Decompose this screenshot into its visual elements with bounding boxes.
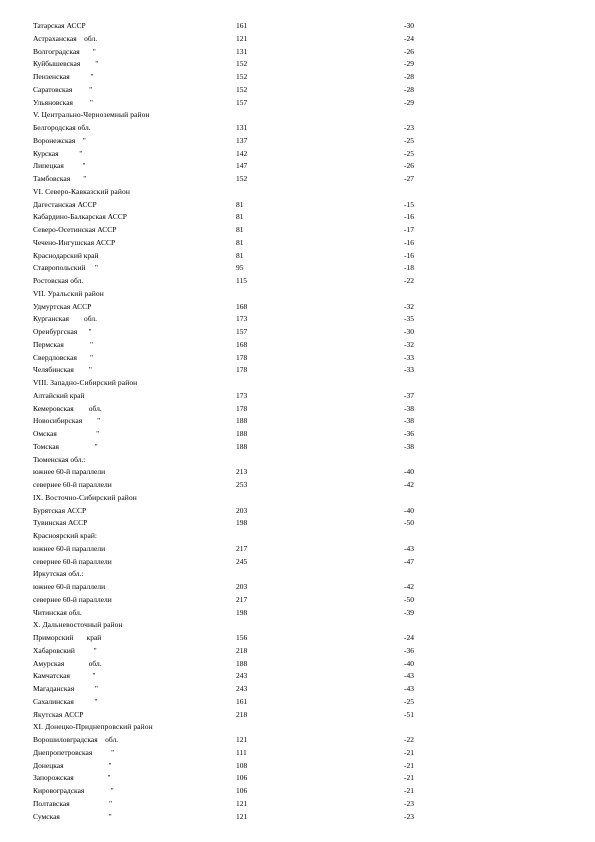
- table-row: [0, 657, 595, 670]
- region-name: Татарская АССР: [33, 21, 86, 30]
- temperature-cell: -29: [404, 59, 414, 69]
- temperature-cell: -15: [404, 199, 414, 209]
- value-cell: 81: [236, 250, 244, 260]
- region-name: Северо-Осетинская АССР: [33, 225, 117, 234]
- region-name: южнее 60-й параллели: [33, 582, 106, 591]
- region-name: Якутская АССР: [33, 709, 84, 719]
- temperature-cell: -38: [404, 441, 414, 451]
- table-row: [0, 440, 595, 453]
- table-row: [0, 363, 595, 376]
- region-name: Приморский край: [33, 633, 102, 642]
- temperature-cell: -24: [404, 633, 414, 642]
- region-name: севернее 60-й параллели: [33, 480, 112, 489]
- value-cell: 217: [236, 543, 248, 553]
- region-name: Днепропетровская ": [33, 747, 115, 757]
- temperature-cell: -16: [404, 237, 414, 247]
- section-heading-text: V. Центрально-Черноземный район: [33, 110, 150, 120]
- table-row: [0, 223, 595, 236]
- section-heading: [0, 618, 595, 631]
- table-row: [0, 96, 595, 109]
- region-name: южнее 60-й параллели: [33, 543, 106, 553]
- region-name: Ворошиловградская обл.: [33, 735, 119, 744]
- region-name: Амурская обл.: [33, 658, 102, 668]
- section-heading: [0, 491, 595, 504]
- value-cell: 131: [236, 123, 248, 132]
- region-name: Краснодарский край: [33, 250, 99, 260]
- table-row: [0, 567, 595, 580]
- temperature-cell: -42: [404, 480, 414, 489]
- temperature-cell: -27: [404, 174, 414, 183]
- value-cell: 95: [236, 263, 244, 273]
- value-cell: 253: [236, 480, 248, 489]
- table-row: [0, 236, 595, 249]
- region-name: Ставропольский ": [33, 263, 98, 273]
- table-row: [0, 695, 595, 708]
- value-cell: 243: [236, 684, 248, 693]
- value-cell: 173: [236, 390, 248, 400]
- value-cell: 218: [236, 709, 248, 719]
- table-row: [0, 338, 595, 351]
- table-row: [0, 529, 595, 542]
- value-cell: 121: [236, 735, 248, 744]
- value-cell: 217: [236, 594, 248, 604]
- table-row: [0, 580, 595, 593]
- value-cell: 81: [236, 199, 244, 209]
- table-row: [0, 325, 595, 338]
- temperature-cell: -39: [404, 607, 414, 617]
- value-cell: 157: [236, 327, 248, 336]
- temperature-cell: -23: [404, 123, 414, 132]
- table-row: [0, 606, 595, 619]
- temperature-cell: -18: [404, 263, 414, 273]
- temperature-cell: -21: [404, 773, 414, 783]
- region-name: Свердловская ": [33, 352, 94, 362]
- value-cell: 245: [236, 556, 248, 566]
- section-heading-text: X. Дальневосточный район: [33, 620, 123, 630]
- temperature-cell: -38: [404, 416, 414, 426]
- region-name: Сахалинская ": [33, 696, 98, 706]
- table-row: [0, 682, 595, 695]
- temperature-cell: -47: [404, 556, 414, 566]
- value-cell: 218: [236, 645, 248, 655]
- value-cell: 161: [236, 21, 248, 30]
- table-row: [0, 134, 595, 147]
- region-name: Белгородская обл.: [33, 123, 91, 132]
- region-name: Иркутская обл.:: [33, 569, 84, 579]
- table-row: [0, 733, 595, 746]
- table-row: [0, 810, 595, 823]
- value-cell: 115: [236, 276, 247, 285]
- temperature-cell: -38: [404, 403, 414, 413]
- temperature-cell: -36: [404, 429, 414, 438]
- section-heading: [0, 185, 595, 198]
- table-row: [0, 32, 595, 45]
- value-cell: 106: [236, 773, 248, 783]
- region-name: Магаданская ": [33, 684, 98, 693]
- section-heading: [0, 287, 595, 300]
- value-cell: 156: [236, 633, 248, 642]
- table-row: [0, 759, 595, 772]
- table-row: [0, 351, 595, 364]
- table-row: [0, 414, 595, 427]
- temperature-cell: -25: [404, 696, 414, 706]
- temperature-cell: -22: [404, 735, 414, 744]
- temperature-cell: -40: [404, 505, 414, 515]
- region-name: Чечено-Ингушская АССР: [33, 237, 116, 247]
- table-row: [0, 593, 595, 606]
- value-cell: 168: [236, 339, 248, 349]
- value-cell: 157: [236, 97, 248, 107]
- value-cell: 81: [236, 212, 244, 222]
- table-row: [0, 453, 595, 466]
- section-heading: [0, 376, 595, 389]
- value-cell: 161: [236, 696, 248, 706]
- region-name: Читинская обл.: [33, 607, 82, 617]
- region-name: Курганская обл.: [33, 314, 97, 324]
- region-name: Алтайский край: [33, 390, 85, 400]
- section-heading: [0, 720, 595, 733]
- value-cell: 243: [236, 671, 248, 681]
- value-cell: 81: [236, 237, 244, 247]
- temperature-cell: -23: [404, 811, 414, 821]
- temperature-cell: -43: [404, 671, 414, 681]
- table-row: [0, 644, 595, 657]
- section-heading-text: VI. Северо-Кавказский район: [33, 186, 130, 196]
- table-row: [0, 402, 595, 415]
- table-row: [0, 478, 595, 491]
- temperature-cell: -30: [404, 21, 414, 30]
- region-name: Хабаровский ": [33, 645, 97, 655]
- table-row: [0, 504, 595, 517]
- temperature-cell: -21: [404, 786, 414, 795]
- table-row: [0, 542, 595, 555]
- value-cell: 203: [236, 505, 248, 515]
- temperature-cell: -43: [404, 543, 414, 553]
- value-cell: 168: [236, 301, 248, 311]
- temperature-cell: -21: [404, 760, 414, 770]
- value-cell: 188: [236, 441, 248, 451]
- temperature-cell: -40: [404, 467, 414, 477]
- region-name: Томская ": [33, 441, 98, 451]
- table-row: [0, 312, 595, 325]
- temperature-cell: -16: [404, 212, 414, 222]
- region-name: Камчатская ": [33, 671, 96, 681]
- table-row: [0, 261, 595, 274]
- table-row: [0, 19, 595, 32]
- table-row: [0, 465, 595, 478]
- temperature-cell: -36: [404, 645, 414, 655]
- region-name: Бурятская АССР: [33, 505, 87, 515]
- table-row: [0, 708, 595, 721]
- region-name: Донецкая ": [33, 760, 112, 770]
- temperature-cell: -30: [404, 327, 414, 336]
- region-name: Удмуртская АССР: [33, 301, 92, 311]
- table-row: [0, 274, 595, 287]
- temperature-cell: -22: [404, 276, 414, 285]
- table-row: [0, 83, 595, 96]
- temperature-cell: -32: [404, 301, 414, 311]
- region-name: Липецкая ": [33, 161, 86, 171]
- region-name: южнее 60-й параллели: [33, 467, 106, 477]
- region-name: Тюменская обл.:: [33, 454, 86, 464]
- section-heading-text: VII. Уральский район: [33, 288, 104, 298]
- region-name: севернее 60-й параллели: [33, 594, 112, 604]
- temperature-cell: -16: [404, 250, 414, 260]
- section-heading-text: XI. Донецко-Приднепровский район: [33, 722, 153, 732]
- table-row: [0, 631, 595, 644]
- value-cell: 152: [236, 174, 248, 183]
- temperature-cell: -26: [404, 46, 414, 56]
- value-cell: 152: [236, 84, 248, 94]
- table-row: [0, 159, 595, 172]
- value-cell: 178: [236, 352, 248, 362]
- table-row: [0, 746, 595, 759]
- value-cell: 198: [236, 607, 248, 617]
- region-name: Тамбовская ": [33, 174, 87, 183]
- value-cell: 121: [236, 33, 248, 43]
- table-row: [0, 516, 595, 529]
- region-name: Ульяновская ": [33, 97, 93, 107]
- table-row: [0, 797, 595, 810]
- value-cell: 213: [236, 467, 248, 477]
- value-cell: 152: [236, 59, 248, 69]
- temperature-cell: -25: [404, 148, 414, 158]
- region-name: Омская ": [33, 429, 100, 438]
- value-cell: 203: [236, 582, 248, 591]
- region-name: Красноярский край:: [33, 531, 97, 540]
- temperature-cell: -43: [404, 684, 414, 693]
- value-cell: 178: [236, 403, 248, 413]
- region-name: Челябинская ": [33, 365, 92, 375]
- region-name: Куйбышевская ": [33, 59, 99, 69]
- table-row: [0, 427, 595, 440]
- temperature-cell: -28: [404, 84, 414, 94]
- value-cell: 173: [236, 314, 248, 324]
- table-row: [0, 121, 595, 134]
- section-heading-text: IX. Восточно-Сибирский район: [33, 492, 137, 502]
- table-row: [0, 198, 595, 211]
- region-name: Тувинская АССР: [33, 518, 88, 528]
- value-cell: 188: [236, 429, 248, 438]
- section-heading-text: VIII. Западно-Сибирский район: [33, 378, 138, 387]
- table-row: [0, 669, 595, 682]
- value-cell: 106: [236, 786, 248, 795]
- region-name: Дагестанская АССР: [33, 199, 97, 209]
- value-cell: 108: [236, 760, 248, 770]
- table-row: [0, 57, 595, 70]
- table-row: [0, 45, 595, 58]
- value-cell: 152: [236, 72, 248, 81]
- temperature-cell: -40: [404, 658, 414, 668]
- table-row: [0, 147, 595, 160]
- temperature-cell: -33: [404, 365, 414, 375]
- region-name: Кемеровская обл.: [33, 403, 102, 413]
- value-cell: 198: [236, 518, 248, 528]
- region-name: Оренбургская ": [33, 327, 92, 336]
- region-name: севернее 60-й параллели: [33, 556, 112, 566]
- value-cell: 81: [236, 225, 244, 234]
- value-cell: 137: [236, 135, 248, 145]
- temperature-cell: -29: [404, 97, 414, 107]
- temperature-cell: -37: [404, 390, 414, 400]
- table-row: [0, 70, 595, 83]
- temperature-cell: -28: [404, 72, 414, 81]
- region-name: Сумская ": [33, 811, 112, 821]
- region-name: Волгоградская ": [33, 46, 96, 56]
- table-row: [0, 555, 595, 568]
- temperature-cell: -32: [404, 339, 414, 349]
- temperature-cell: -35: [404, 314, 414, 324]
- region-name: Новосибирская ": [33, 416, 101, 426]
- value-cell: 188: [236, 658, 248, 668]
- section-heading: [0, 108, 595, 121]
- value-cell: 111: [236, 747, 247, 757]
- region-name: Запорожская ": [33, 773, 111, 783]
- region-name: Воронежская ": [33, 135, 86, 145]
- temperature-cell: -21: [404, 747, 414, 757]
- table-row: [0, 249, 595, 262]
- region-name: Кировоградская ": [33, 786, 114, 795]
- table-row: [0, 784, 595, 797]
- table-row: [0, 210, 595, 223]
- region-name: Курская ": [33, 148, 83, 158]
- value-cell: 147: [236, 161, 248, 171]
- temperature-cell: -23: [404, 798, 414, 808]
- value-cell: 131: [236, 46, 248, 56]
- region-name: Кабардино-Балкарская АССР: [33, 212, 127, 222]
- temperature-cell: -33: [404, 352, 414, 362]
- region-name: Саратовская ": [33, 84, 93, 94]
- region-name: Полтавская ": [33, 798, 113, 808]
- region-name: Пермская ": [33, 339, 94, 349]
- value-cell: 178: [236, 365, 248, 375]
- value-cell: 121: [236, 798, 248, 808]
- value-cell: 142: [236, 148, 248, 158]
- table-row: [0, 771, 595, 784]
- temperature-cell: -25: [404, 135, 414, 145]
- value-cell: 121: [236, 811, 248, 821]
- region-name: Пензенская ": [33, 72, 94, 81]
- region-name: Астраханская обл.: [33, 33, 98, 43]
- temperature-cell: -42: [404, 582, 414, 591]
- temperature-cell: -51: [404, 709, 414, 719]
- table-row: [0, 389, 595, 402]
- temperature-cell: -17: [404, 225, 414, 234]
- table-row: [0, 300, 595, 313]
- temperature-cell: -26: [404, 161, 414, 171]
- temperature-cell: -50: [404, 594, 414, 604]
- table-row: [0, 172, 595, 185]
- value-cell: 188: [236, 416, 248, 426]
- region-name: Ростовская обл.: [33, 276, 84, 285]
- temperature-cell: -50: [404, 518, 414, 528]
- temperature-cell: -24: [404, 33, 414, 43]
